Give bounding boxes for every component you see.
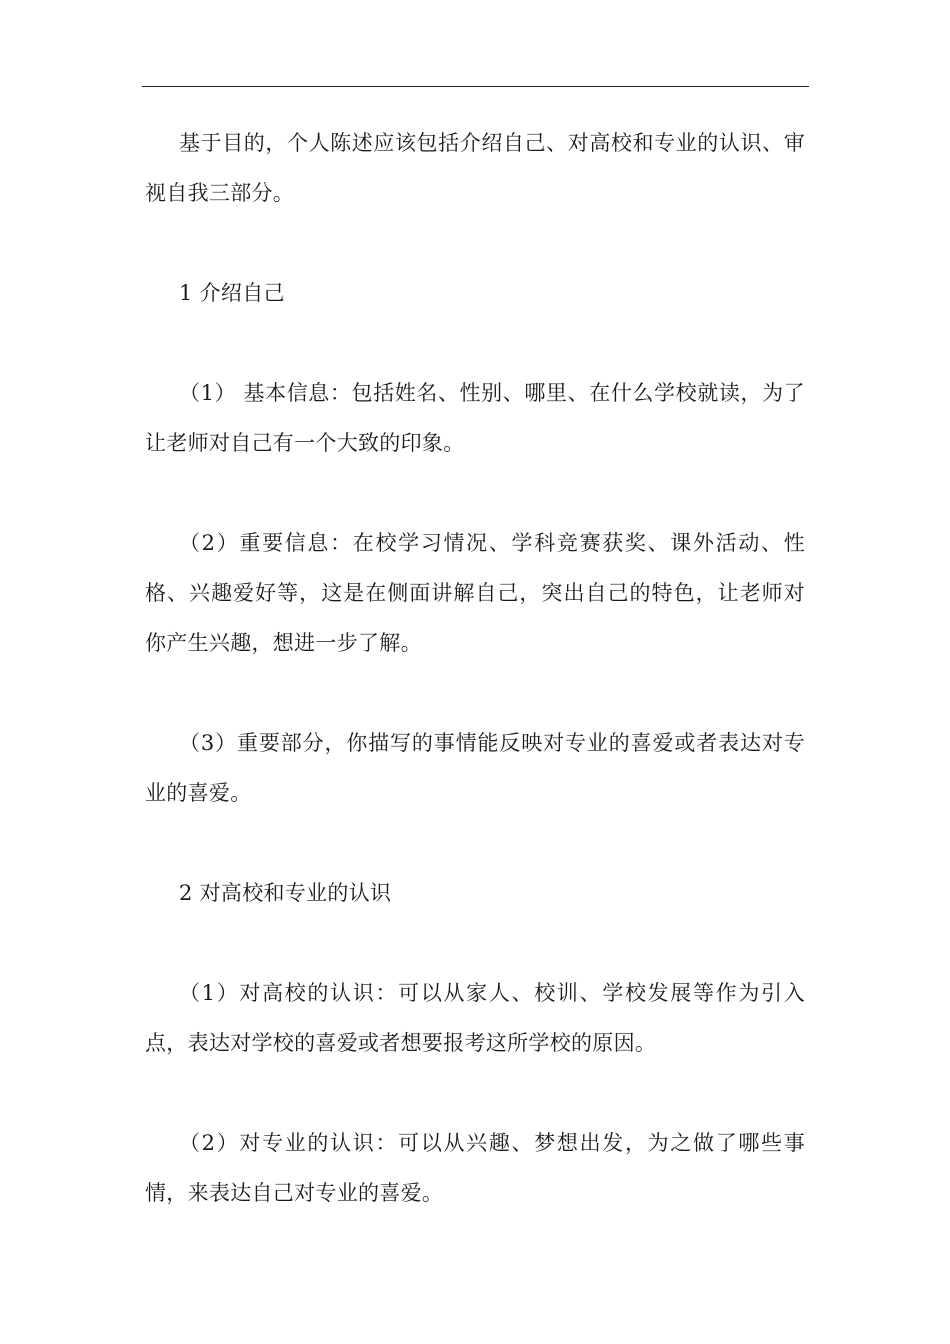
- section-heading-introduce-self: 1 介绍自己: [179, 281, 285, 305]
- paragraph-important-part: （3）重要部分，你描写的事情能反映对专业的喜爱或者表达对专业的喜爱。: [145, 731, 805, 805]
- paragraph-major-knowledge: （2）对专业的认识：可以从兴趣、梦想出发，为之做了哪些事情，来表达自己对专业的喜爱。: [145, 1131, 805, 1205]
- paragraph-basic-info: （1） 基本信息：包括姓名、性别、哪里、在什么学校就读，为了让老师对自己有一个大致的印象。: [145, 381, 805, 455]
- spacer: [145, 1068, 805, 1118]
- spacer: [145, 818, 805, 868]
- document-body: [145, 118, 805, 1218]
- header-rule: [142, 86, 809, 87]
- spacer: [145, 468, 805, 518]
- spacer: [145, 218, 805, 268]
- section-heading-school-major: 2 对高校和专业的认识: [179, 881, 392, 905]
- spacer: [145, 668, 805, 718]
- intro-paragraph: 基于目的，个人陈述应该包括介绍自己、对高校和专业的认识、审视自我三部分。: [145, 131, 805, 205]
- spacer: [145, 918, 805, 968]
- spacer: [145, 318, 805, 368]
- paragraph-school-knowledge: （1）对高校的认识：可以从家人、校训、学校发展等作为引入点，表达对学校的喜爱或者想要报考这所学校的原因。: [145, 981, 805, 1055]
- paragraph-important-info: （2）重要信息：在校学习情况、学科竞赛获奖、课外活动、性格、兴趣爱好等，这是在侧面讲解自己，突出自己的特色，让老师对你产生兴趣，想进一步了解。: [145, 531, 805, 655]
